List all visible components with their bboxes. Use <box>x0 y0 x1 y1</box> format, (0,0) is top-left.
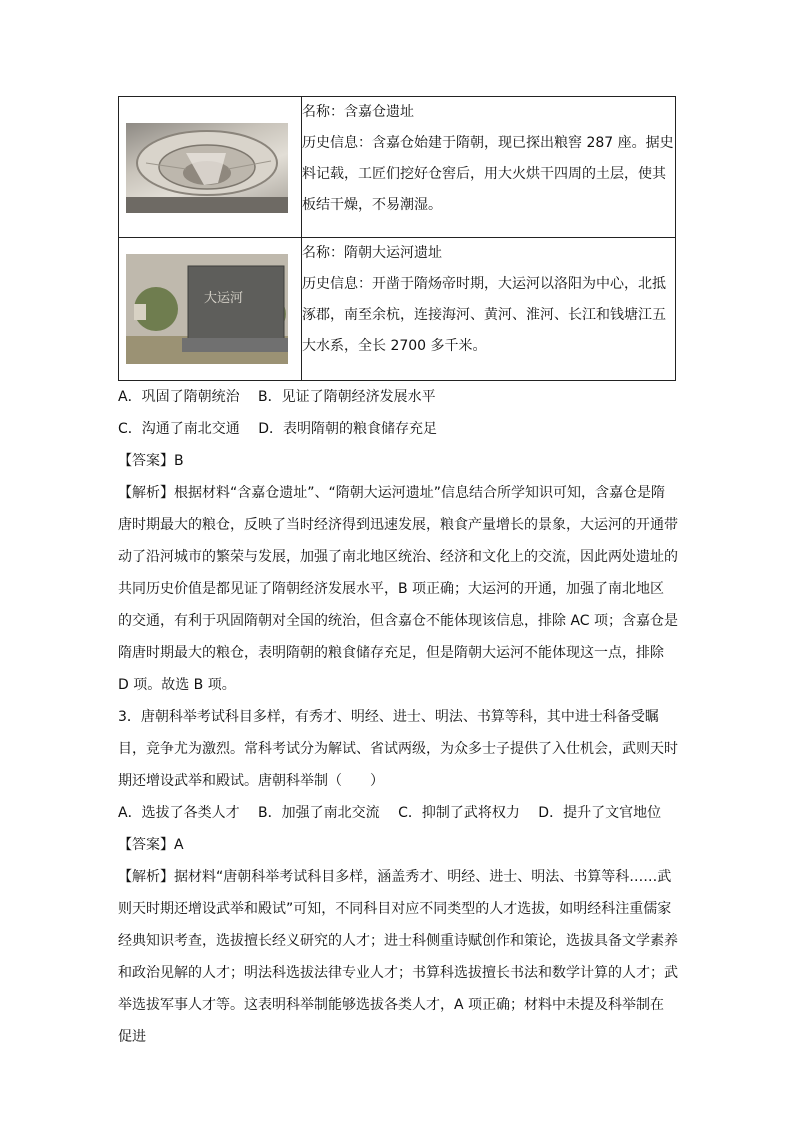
document-page <box>118 96 678 1053</box>
granary-text-cell <box>302 97 676 238</box>
grand-canal-photo <box>126 254 288 364</box>
stele-inscription: 大运河 <box>204 291 244 306</box>
canal-name: 名称：隋朝大运河遗址 <box>302 245 442 261</box>
table-row <box>119 97 676 238</box>
image-cell <box>119 97 302 238</box>
question-2-body <box>118 381 678 1053</box>
q3-stem: 3．唐朝科举考试科目多样，有秀才、明经、进士、明法、书算等科，其中进士科备受瞩目，竞争尤为激烈。常科考试分为解试、省试两级，为众多士子提供了入仕机会，武则天时期还增设武举和殿试。唐朝科举制（ ） <box>118 709 678 789</box>
canal-text-cell <box>302 238 676 381</box>
table-row <box>119 238 676 381</box>
q3-options: A．选拔了各类人才 B．加强了南北交流 C．抑制了武将权力 D．提升了文官地位 <box>118 805 662 821</box>
q3-answer: 【答案】A <box>118 837 184 853</box>
q2-answer: 【答案】B <box>118 453 184 469</box>
image-cell <box>119 238 302 381</box>
info-table <box>118 96 676 381</box>
canal-history: 历史信息：开凿于隋炀帝时期，大运河以洛阳为中心，北抵涿郡，南至余杭，连接海河、黄河、淮河、长江和钱塘江五大水系，全长 2700 多千米。 <box>302 276 666 354</box>
canal-stele-image <box>126 254 288 364</box>
q3-analysis: 【解析】据材料“唐朝科举考试科目多样，涵盖秀才、明经、进士、明法、书算等科……武则天时期还增设武举和殿试”可知，不同科目对应不同类型的人才选拔，如明经科注重儒家经典知识考查，选拔擅长经义研究的人才；进士科侧重诗赋创作和策论，选拔具备文学素养和政治见解的人才；明法科选拔法律专业人才；书算科选拔擅长书法和数学计算的人才；武举选拔军事人才等。这表明科举制能够选拔各类人才，A 项正确；材料中未提及科举制在促进 <box>118 869 678 1045</box>
granary-pit-image <box>126 123 288 213</box>
hanjia-granary-photo <box>126 123 288 213</box>
granary-name: 名称：含嘉仓遗址 <box>302 104 414 120</box>
q2-options-line-2: C．沟通了南北交通 D．表明隋朝的粮食储存充足 <box>118 421 438 437</box>
q2-analysis: 【解析】根据材料“含嘉仓遗址”、“隋朝大运河遗址”信息结合所学知识可知，含嘉仓是隋唐时期最大的粮仓，反映了当时经济得到迅速发展，粮食产量增长的景象，大运河的开通带动了沿河城市的繁荣与发展，加强了南北地区统治、经济和文化上的交流，因此两处遗址的共同历史价值是都见证了隋朝经济发展水平，B 项正确；大运河的开通，加强了南北地区的交通，有利于巩固隋朝对全国的统治，但含嘉仓不能体现该信息，排除 AC 项；含嘉仓是隋唐时期最大的粮仓，表明隋朝的粮食储存充足，但是隋朝大运河不能体现这一点，排除 D 项。故选 B 项。 <box>118 485 679 693</box>
granary-history: 历史信息：含嘉仓始建于隋朝，现已探出粮窖 287 座。据史料记载，工匠们挖好仓窖后，用大火烘干四周的土层，使其板结干燥，不易潮湿。 <box>302 135 674 213</box>
q2-options-line-1: A．巩固了隋朝统治 B．见证了隋朝经济发展水平 <box>118 389 436 405</box>
